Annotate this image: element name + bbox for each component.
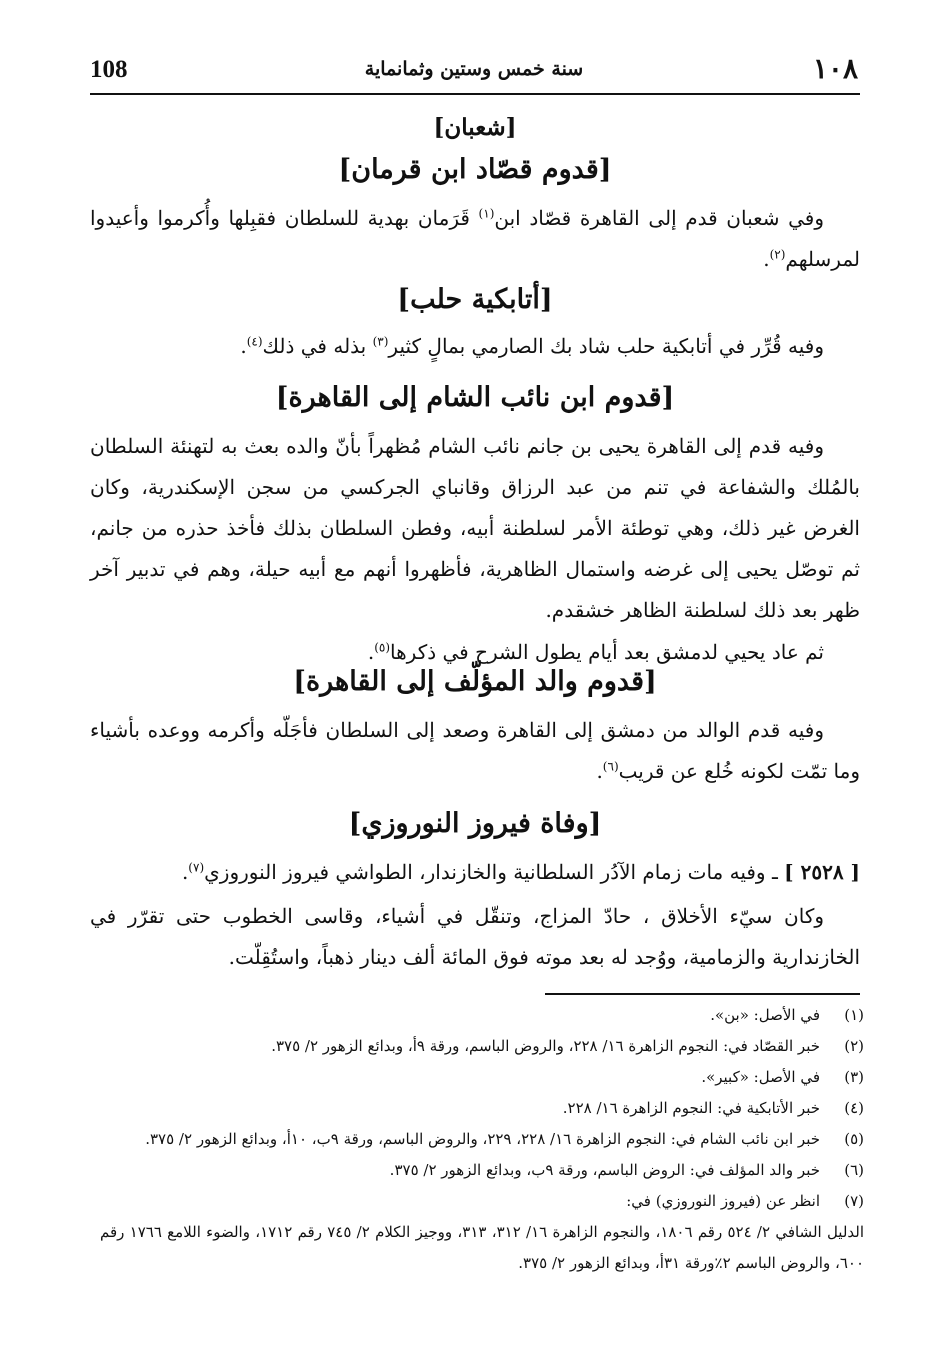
- page-number-latin: 108: [90, 56, 128, 83]
- month-heading: [شعبان]: [433, 114, 517, 141]
- paragraph-fayruz-character: وكان سيّء الأخلاق ، حادّ المزاج، وتنقّل في أشياء، وقاسى الخطوب حتى تقرّر في الخازندارية والزمامية، ووُجد له بعد موته فوق المائة ألف دينار ذهباً، واستُقِلّت.: [90, 904, 860, 969]
- footnote-item: (٣) في الأصل: «كبير».: [701, 1068, 864, 1086]
- footnote-7-continuation: الدليل الشافي ٢/ ٥٢٤ رقم ١٨٠٦، والنجوم الزاهرة ١٦/ ٣١٢، ٣١٣، ووجيز الكلام ٢/ ٧٤٥ رقم ١٧١٢، والضوء اللامع ١٧٦٦ رقم ٦٠٠، والروض الباسم ٢٪ورقة ٣١أ، وبدائع الزهور ٢/ ٣٧٥.: [100, 1223, 865, 1272]
- paragraph-fayruz-death: [ ٢٥٢٨ ] ـ وفيه مات زمام الآدُر السلطانية والخازندار، الطواشي فيروز النوروزي$^{(٧)}$.: [181, 860, 860, 884]
- section-heading-ibn-naib: [قدوم ابن نائب الشام إلى القاهرة]: [275, 382, 675, 413]
- section-heading-atabakiyya: [أتابكية حلب]: [397, 284, 553, 315]
- footnote-item: (٦) خبر والد المؤلف في: الروض الباسم، ورقة ٩ب، وبدائع الزهور ٢/ ٣٧٥.: [389, 1161, 864, 1179]
- paragraph-qussad: وفي شعبان قدم إلى القاهرة قصّاد ابن$^{(١)}$ قَرَمان بهدية للسلطان فقبِلها وأُكرموا وأعيدوا لمرسلهم$^{(٢)}$.: [90, 206, 860, 271]
- footnote-ref-5[interactable]: (٥): [374, 640, 391, 655]
- footnote-ref-6[interactable]: (٦): [602, 759, 619, 774]
- section-heading-fayruz: [وفاة فيروز النوروزي]: [348, 808, 602, 839]
- paragraph-ibn-naib: وفيه قدم إلى القاهرة يحيى بن جانم نائب الشام مُظهراً بأنّ والده بعث به لتهنئة السلطان بالمُلك والشفاعة في تنم من عبد الرزاق وقانباي الجركسي من سجن الإسكندرية، وكان الغرض غير ذلك، وهي توطئة الأمر لسلطنة أبيه، وفطن السلطان بذلك فأخذ حذره من جانم، ثم توصّل يحيى إلى غرضه واستمال الظاهرية، فأظهروا أنهم مع أبيه حيلة، وهم في تدبير آخر ظهر بعد ذلك لسلطنة الظاهر خشقدم.: [90, 434, 860, 622]
- paragraph-ibn-naib-return: ثم عاد يحيي لدمشق بعد أيام يطول الشرح في ذكرها$^{(٥)}$.: [367, 640, 824, 664]
- paragraph-atabakiyya: وفيه قُرِّر في أتابكية حلب شاد بك الصارمي بمالٍ كثير$^{(٣)}$ بذله في ذلك$^{(٤)}$.: [240, 334, 824, 358]
- footnote-item: (٧) انظر عن (فيروز النوروزي) في:: [626, 1192, 864, 1210]
- footnote-item: (٤) خبر الأتابكية في: النجوم الزاهرة ١٦/ ٢٢٨.: [562, 1099, 864, 1117]
- footnote-ref-2[interactable]: (٢): [769, 247, 786, 262]
- section-heading-qussad: [قدوم قصّاد ابن قرمان]: [338, 154, 612, 185]
- footnote-ref-1[interactable]: (١): [478, 206, 495, 221]
- footnote-ref-7[interactable]: (٧): [188, 860, 205, 875]
- section-heading-walid: [قدوم والد المؤلّف إلى القاهرة]: [293, 666, 657, 697]
- footnote-item: (٥) خبر ابن نائب الشام في: النجوم الزاهرة ١٦/ ٢٢٨، ٢٢٩، والروض الباسم، ورقة ٩ب، ١٠أ، وبدائع الزهور ٢/ ٣٧٥.: [145, 1130, 864, 1148]
- footnote-ref-3[interactable]: (٣): [372, 334, 389, 349]
- header-rule: [90, 93, 860, 95]
- entry-number: [ ٢٥٢٨ ]: [784, 860, 860, 884]
- footnotes: [100, 1000, 864, 1279]
- running-title: سنة خمس وستين وثمانماية: [364, 58, 584, 80]
- footnote-ref-4[interactable]: (٤): [246, 334, 263, 349]
- footnote-rule: [545, 993, 860, 995]
- footnote-item: (١) في الأصل: «بن».: [710, 1006, 864, 1024]
- footnote-item: (٢) خبر القصّاد في: النجوم الزاهرة ١٦/ ٢٢٨، والروض الباسم، ورقة ٩أ، وبدائع الزهور ٢/ ٣٧٥.: [271, 1037, 864, 1055]
- page-header: [90, 52, 858, 92]
- paragraph-walid: وفيه قدم الوالد من دمشق إلى القاهرة وصعد إلى السلطان فأجَلّه وأكرمه ووعده بأشياء وما تمّت لكونه خُلع عن قريب$^{(٦)}$.: [90, 718, 860, 783]
- page-number-arabic: ١٠٨: [812, 52, 858, 85]
